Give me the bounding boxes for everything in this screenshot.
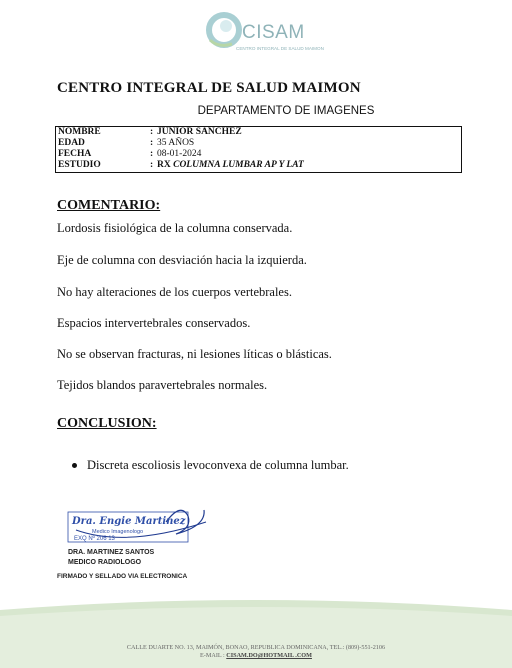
patient-age: 35 AÑOS xyxy=(157,138,195,148)
cisam-logo xyxy=(204,10,324,54)
signature-scribble-icon xyxy=(66,502,212,546)
bullet-icon xyxy=(72,463,77,468)
stamp-role: Medico Imagenologo xyxy=(92,529,144,535)
patient-name: JUNIOR SANCHEZ xyxy=(157,127,242,137)
colon: : xyxy=(150,138,154,148)
colon: : xyxy=(150,160,154,170)
patient-name-row xyxy=(58,127,461,138)
email-link[interactable]: CISAM.DO@HOTMAIL .COM xyxy=(226,652,312,659)
logo-subtitle: CENTRO INTEGRAL DE SALUD MAIMON xyxy=(236,46,324,51)
footer-address: CALLE DUARTE NO. 13, MAIMÓN, BONAO, REPUBLICA DOMINICANA, TEL.: (809)-551-2106 xyxy=(126,644,386,651)
doctor-name: DRA. MARTINEZ SANTOS xyxy=(68,549,155,556)
comment-line: Lordosis fisiológica de la columna conservada. xyxy=(57,221,293,235)
signature-lines xyxy=(68,548,154,568)
conclusion-item xyxy=(72,458,349,473)
comment-line: Eje de columna con desviación hacia la izquierda. xyxy=(57,253,307,267)
date-label: FECHA xyxy=(58,149,92,159)
doctor-role: MEDICO RADIOLOGO xyxy=(68,559,142,566)
comment-line: No hay alteraciones de los cuerpos vertebrales. xyxy=(57,285,292,299)
colon: : xyxy=(150,149,154,159)
signature-stamp xyxy=(66,502,212,546)
comment-line: No se observan fracturas, ni lesiones líticas o blásticas. xyxy=(57,347,332,361)
name-label: NOMBRE xyxy=(58,127,101,137)
logo-wordmark: CISAM xyxy=(242,22,305,43)
email-label: E-MAIL : xyxy=(200,652,225,659)
department-title: DEPARTAMENTO DE IMAGENES xyxy=(197,105,375,117)
conclusion-text: Discreta escoliosis levoconvexa de columna lumbar. xyxy=(87,458,349,472)
signature-note: FIRMADO Y SELLADO VIA ELECTRONICA xyxy=(57,573,188,580)
conclusion-heading: CONCLUSION: xyxy=(57,416,157,431)
comment-heading: COMENTARIO: xyxy=(57,198,161,213)
patient-age-row xyxy=(58,138,461,149)
footer-email-line xyxy=(0,652,512,659)
comment-line: Espacios intervertebrales conservados. xyxy=(57,316,251,330)
colon: : xyxy=(150,127,154,137)
study-prefix: RX xyxy=(157,160,171,170)
comment-line: Tejidos blandos paravertebrales normales. xyxy=(57,378,268,392)
study-date: 08-01-2024 xyxy=(157,149,202,159)
patient-info-box xyxy=(55,126,462,173)
stamp-id: EXQ Nº 206 13 xyxy=(74,536,115,542)
patient-date-row xyxy=(58,149,461,160)
study-name: COLUMNA LUMBAR AP Y LAT xyxy=(173,160,304,170)
study-label: ESTUDIO xyxy=(58,160,101,170)
patient-study-row xyxy=(58,160,461,171)
study-value xyxy=(157,160,304,171)
age-label: EDAD xyxy=(58,138,85,148)
page-title: CENTRO INTEGRAL DE SALUD MAIMON xyxy=(57,80,361,96)
stamp-name: Dra. Engie Martinez xyxy=(72,516,186,527)
